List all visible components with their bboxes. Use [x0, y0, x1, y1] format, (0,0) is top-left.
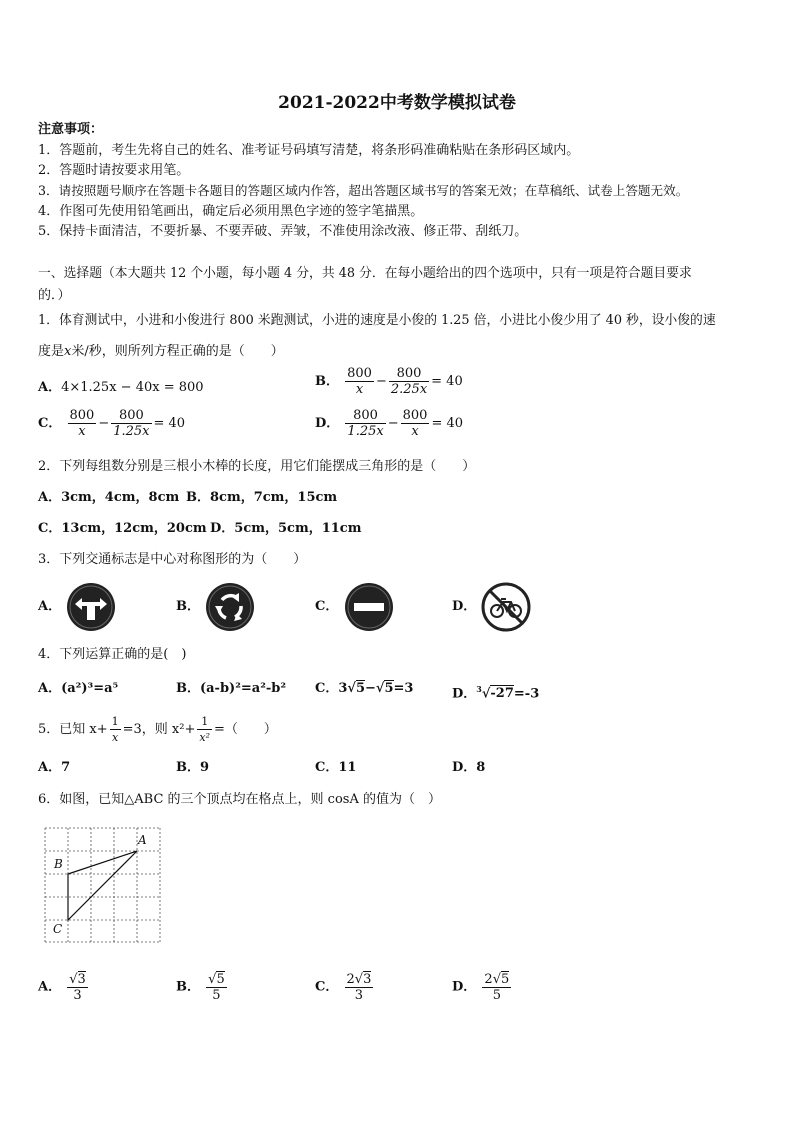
q2-option-d[interactable]: D．5cm，5cm，11cm: [210, 521, 362, 536]
turn-left-right-sign-icon: [66, 582, 116, 632]
q4-option-d[interactable]: D．$^3$√-27=-3: [452, 684, 540, 702]
notice-heading: 注意事项：: [38, 122, 104, 137]
vertex-label-b: B: [54, 857, 63, 871]
q5-option-b[interactable]: B．9: [176, 760, 210, 775]
q2-option-c[interactable]: C．13cm，12cm，20cm: [38, 521, 207, 536]
q6-option-b[interactable]: B． $\frac{√5}{5}$: [176, 972, 225, 1003]
section-heading: 一、选择题（本大题共 12 个小题，每小题 4 分，共 48 分．在每小题给出的四个选项中，只有一项是符合题目要求: [38, 266, 692, 281]
notice-item: 2．答题时请按要求用笔。: [38, 163, 190, 178]
notice-item: 5．保持卡面清洁，不要折暴、不要弄破、弄皱，不准使用涂改液、修正带、刮纸刀。: [38, 224, 528, 239]
vertex-label-c: C: [53, 922, 63, 936]
q5-option-c[interactable]: C．11: [315, 760, 357, 775]
notice-item: 1．答题前，考生先将自己的姓名、准考证号码填写清楚，将条形码准确粘贴在条形码区域内。: [38, 143, 580, 158]
q6-option-c[interactable]: C． $\frac{2√3}{3}$: [315, 972, 372, 1003]
q6-stem: 6．如图，已知△ABC 的三个顶点均在格点上，则 cosA 的值为（ ）: [38, 792, 441, 807]
vertex-label-a: A: [138, 833, 147, 847]
section-heading-cont: 的．）: [38, 288, 71, 303]
notice-item: 4．作图可先使用铅笔画出，确定后必须用黑色字迹的签字笔描黑。: [38, 204, 424, 219]
q5-option-a[interactable]: A．7: [38, 760, 71, 775]
q3-option-b[interactable]: B．: [176, 599, 200, 614]
q4-option-b[interactable]: B．(a-b)²=a²-b²: [176, 681, 287, 696]
q5-option-d[interactable]: D．8: [452, 760, 486, 775]
no-bicycle-sign-icon: [481, 582, 531, 632]
q1-option-d[interactable]: D． $\frac{800}{1.25x}$ − $\frac{800}{x}$ = 40: [315, 408, 464, 439]
notice-item: 3．请按照题号顺序在答题卡各题目的答题区域内作答，超出答题区域书写的答案无效；在草稿纸、试卷上答题无效。: [38, 183, 689, 198]
page-title: 2021-2022中考数学模拟试卷: [278, 93, 516, 113]
q2-option-a[interactable]: A．3cm，4cm，8cm: [38, 490, 180, 505]
q1-stem: 1．体育测试中，小进和小俊进行 800 米跑测试，小进的速度是小俊的 1.25 倍，小进比小俊少用了 40 秒，设小俊的速: [38, 313, 716, 328]
q1-stem-cont: 度是x米/秒，则所列方程正确的是（ ）: [38, 344, 284, 359]
roundabout-sign-icon: [205, 582, 255, 632]
no-entry-sign-icon: [344, 582, 394, 632]
q1-option-c[interactable]: C． $\frac{800}{x}$ − $\frac{800}{1.25x}$ = 40: [38, 408, 186, 439]
q4-option-a[interactable]: A．(a²)³=a⁵: [38, 681, 119, 696]
q1-option-a[interactable]: A．4×1.25x − 40x = 800: [38, 380, 204, 395]
q6-option-a[interactable]: A． $\frac{√3}{3}$: [38, 972, 86, 1003]
q3-stem: 3．下列交通标志是中心对称图形的为（ ）: [38, 552, 307, 567]
q3-option-d[interactable]: D．: [452, 599, 477, 614]
q4-stem: 4．下列运算正确的是( ): [38, 647, 187, 662]
q2-stem: 2．下列每组数分别是三根小木棒的长度，用它们能摆成三角形的是（ ）: [38, 459, 476, 474]
q3-option-a[interactable]: A．: [38, 599, 62, 614]
q4-option-c[interactable]: C．3√5−√5=3: [315, 681, 414, 696]
q6-option-d[interactable]: D． $\frac{2√5}{5}$: [452, 972, 510, 1003]
q5-stem: 5．已知 x+ $\frac{1}{x}$ =3，则 x²+ $\frac{1}{\text{x²}}$ =（ ）: [38, 715, 277, 744]
q1-option-b[interactable]: B． $\frac{800}{x}$ − $\frac{800}{2.25x}$ = 40: [315, 366, 463, 397]
q3-option-c[interactable]: C．: [315, 599, 339, 614]
q2-option-b[interactable]: B．8cm，7cm，15cm: [186, 490, 338, 505]
